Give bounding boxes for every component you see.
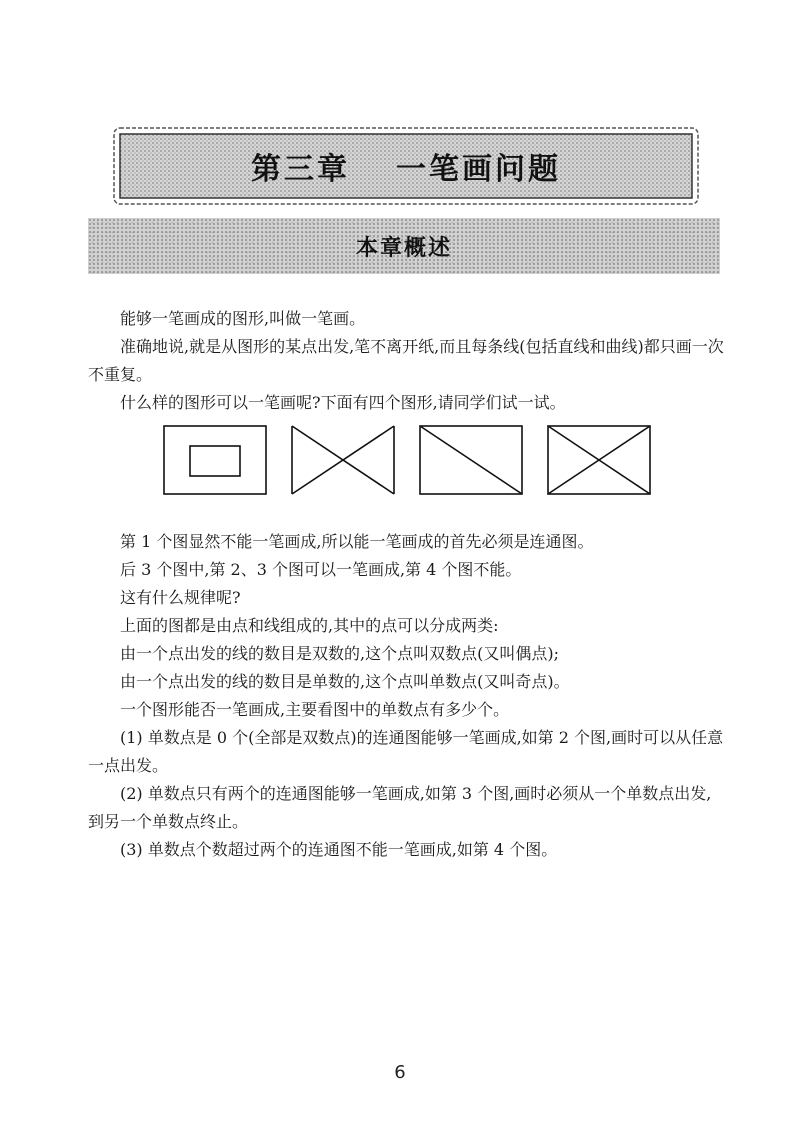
paragraph: (3) 单数点个数超过两个的连通图不能一笔画成,如第 4 个图。	[120, 840, 558, 859]
page-number: 6	[394, 1062, 406, 1083]
paragraph: (2) 单数点只有两个的连通图能够一笔画成,如第 3 个图,画时必须从一个单数点出发,到另一个单数点终止。	[88, 784, 712, 831]
paragraph: 能够一笔画成的图形,叫做一笔画。	[120, 309, 366, 328]
section-title: 本章概述	[355, 235, 452, 261]
figure-3-rectangle-diagonal	[420, 426, 522, 494]
paragraph: 上面的图都是由点和线组成的,其中的点可以分成两类:	[120, 616, 499, 635]
paragraph: 由一个点出发的线的数目是单数的,这个点叫单数点(又叫奇点)。	[120, 672, 570, 691]
figure-4-rectangle-two-diagonals	[548, 426, 650, 494]
paragraph: 这有什么规律呢?	[120, 588, 241, 607]
paragraph: 第 1 个图显然不能一笔画成,所以能一笔画成的首先必须是连通图。	[120, 532, 594, 551]
paragraph: (1) 单数点是 0 个(全部是双数点)的连通图能够一笔画成,如第 2 个图,画时可以从任意一点出发。	[88, 728, 724, 775]
figure-1-nested-rectangles	[164, 426, 266, 494]
chapter-title	[112, 126, 700, 206]
chapter-banner	[112, 126, 700, 206]
paragraph: 由一个点出发的线的数目是双数的,这个点叫双数点(又叫偶点);	[120, 644, 559, 663]
paragraph: 准确地说,就是从图形的某点出发,笔不离开纸,而且每条线(包括直线和曲线)都只画一次不重复。	[88, 337, 724, 384]
paragraph: 一个图形能否一笔画成,主要看图中的单数点有多少个。	[120, 700, 510, 719]
paragraph: 什么样的图形可以一笔画呢?下面有四个图形,请同学们试一试。	[120, 393, 566, 412]
paragraph: 后 3 个图中,第 2、3 个图可以一笔画成,第 4 个图不能。	[120, 560, 522, 579]
chapter-number: 第三章	[251, 152, 350, 187]
chapter-name: 一笔画问题	[396, 152, 561, 187]
figure-2-bowtie	[292, 426, 394, 494]
section-bar	[88, 218, 720, 274]
figures-row	[0, 420, 800, 500]
